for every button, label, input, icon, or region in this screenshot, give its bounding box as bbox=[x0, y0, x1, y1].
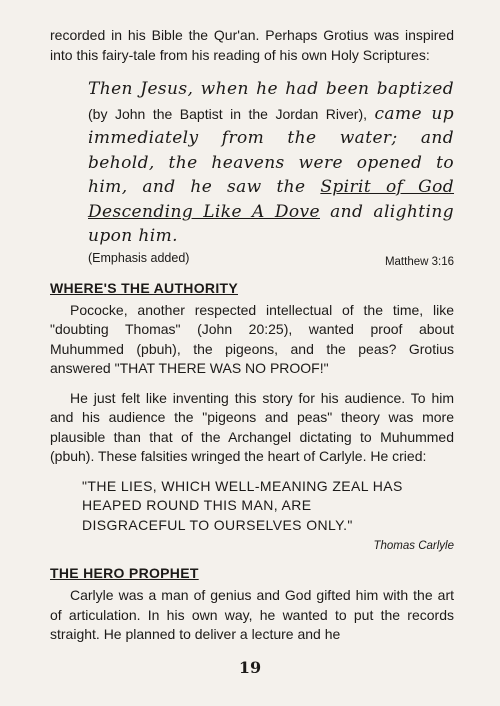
quote-part-c: came up immediately from the water; and behold, the heavens were opened to him, and he saw the bbox=[88, 103, 455, 197]
quote-attribution: Thomas Carlyle bbox=[373, 540, 454, 552]
heading-hero-prophet: THE HERO PROPHET bbox=[50, 565, 199, 581]
scripture-reference: Matthew 3:16 bbox=[384, 255, 454, 268]
quote-part-d: Spirit of God Descending Like A Dove bbox=[88, 177, 455, 222]
heading-authority: WHERE'S THE AUTHORITY bbox=[50, 279, 238, 296]
carlyle-quote: "THE LIES, WHICH WELL-MEANING ZEAL HAS HEAPED ROUND THIS MAN, ARE DISGRACEFUL TO OURSELVES ONLY." bbox=[82, 477, 403, 533]
page-body bbox=[50, 26, 454, 645]
page-number: 19 bbox=[238, 658, 262, 677]
paragraph-3: He just felt like inventing this story for his audience. To him and his audience the "pigeons and peas" theory was more plausible than that of the Archangel dictating to Muhummed (pbuh). These falsities wringed the heart of Carlyle. He cried: bbox=[50, 389, 454, 464]
quote-part-e: and alighting upon him. bbox=[88, 201, 454, 246]
paragraph-2: Pococke, another respected intellectual of the time, like "doubting Thomas" (John 20:25), wanted proof about Muhummed (pbuh), the pigeons, and the peas? Grotius answered "THAT THERE WAS NO PROOF!" bbox=[50, 301, 454, 376]
paragraph-1: recorded in his Bible the Qur'an. Perhaps Grotius was inspired into this fairy-tale from his reading of his own Holy Scriptures: bbox=[50, 27, 454, 63]
paragraph-4: Carlyle was a man of genius and God gifted him with the art of articulation. In his own way, he wanted to put the records straight. He planned to deliver a lecture and he bbox=[50, 587, 454, 642]
quote-part-b: (by John the Baptist in the Jordan River), bbox=[88, 105, 375, 122]
quote-footer bbox=[88, 249, 454, 269]
quote-part-a: Then Jesus, when he had been baptized bbox=[88, 79, 454, 99]
emphasis-note: (Emphasis added) bbox=[88, 250, 190, 265]
scripture-quote bbox=[88, 77, 454, 249]
